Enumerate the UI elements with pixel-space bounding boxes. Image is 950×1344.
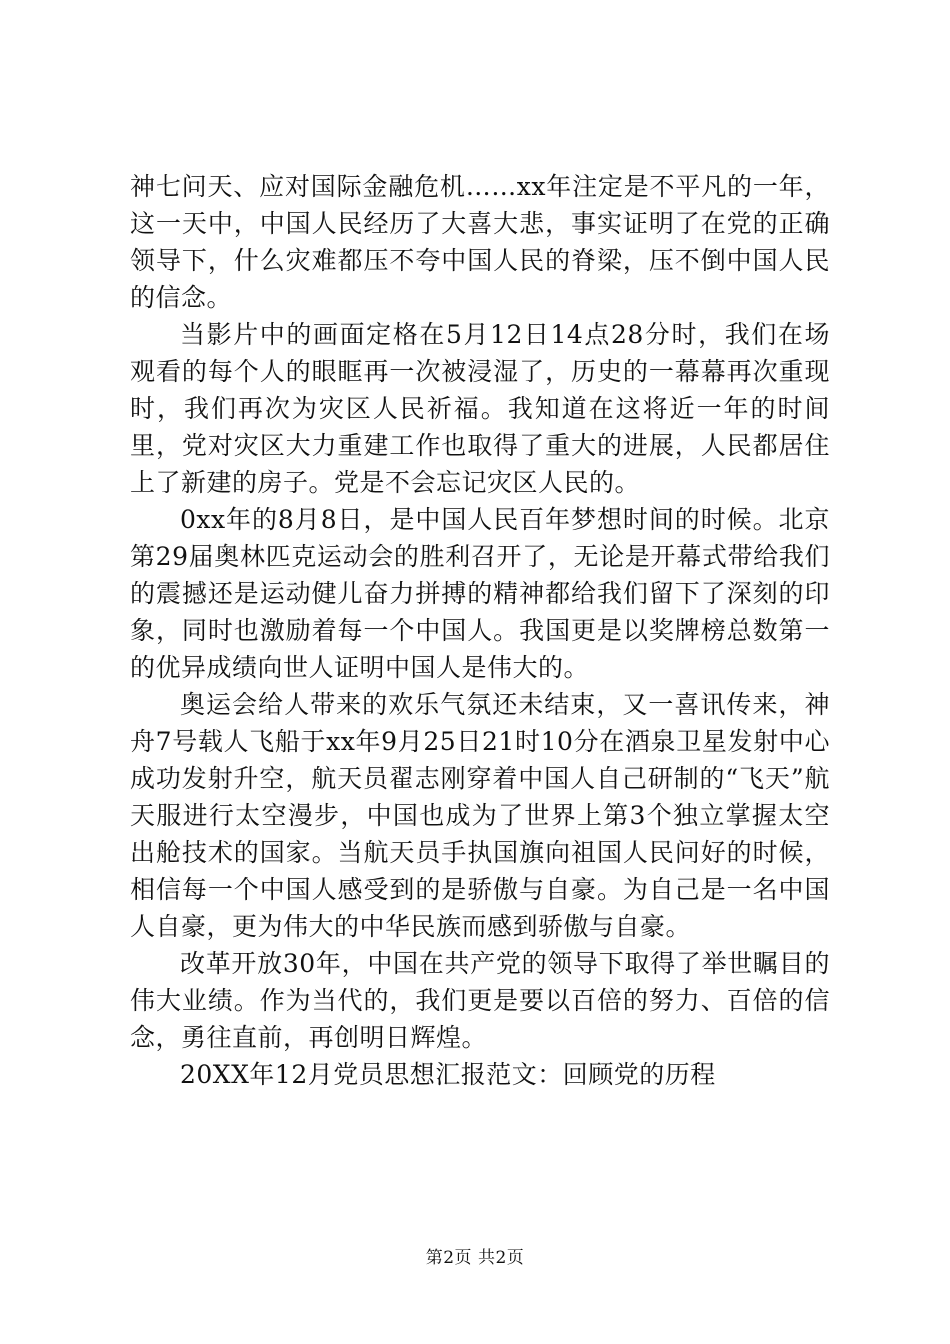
document-body bbox=[130, 168, 830, 1093]
page-number-footer: 第2页 共2页 bbox=[425, 1248, 525, 1268]
paragraph-2: 当影片中的画面定格在5月12日14点28分时，我们在场观看的每个人的眼眶再一次被浸湿了，历史的一幕幕再次重现时，我们再次为灾区人民祈福。我知道在这将近一年的时间里，党对灾区大力重建工作也取得了重大的进展，人民都居住上了新建的房子。党是不会忘记灾区人民的。 bbox=[130, 320, 830, 497]
next-article-title: 20XX年12月党员思想汇报范文：回顾党的历程 bbox=[180, 1060, 716, 1089]
paragraph-1: 神七问天、应对国际金融危机……xx年注定是不平凡的一年，这一天中，中国人民经历了大喜大悲，事实证明了在党的正确领导下，什么灾难都压不夸中国人民的脊梁，压不倒中国人民的信念。 bbox=[130, 172, 830, 312]
paragraph-4: 奥运会给人带来的欢乐气氛还未结束，又一喜讯传来，神舟7号载人飞船于xx年9月25日21时10分在酒泉卫星发射中心成功发射升空，航天员翟志刚穿着中国人自己研制的“飞天”航天服进行太空漫步，中国也成为了世界上第3个独立掌握太空出舱技术的国家。当航天员手执国旗向祖国人民问好的时候，相信每一个中国人感受到的是骄傲与自豪。为自己是一名中国人自豪，更为伟大的中华民族而感到骄傲与自豪。 bbox=[130, 690, 830, 941]
paragraph-3: 0xx年的8月8日，是中国人民百年梦想时间的时候。北京第29届奥林匹克运动会的胜利召开了，无论是开幕式带给我们的震撼还是运动健儿奋力拼搏的精神都给我们留下了深刻的印象，同时也激励着每一个中国人。我国更是以奖牌榜总数第一的优异成绩向世人证明中国人是伟大的。 bbox=[130, 505, 830, 682]
paragraph-5: 改革开放30年，中国在共产党的领导下取得了举世瞩目的伟大业绩。作为当代的，我们更是要以百倍的努力、百倍的信念，勇往直前，再创明日辉煌。 bbox=[130, 949, 830, 1052]
